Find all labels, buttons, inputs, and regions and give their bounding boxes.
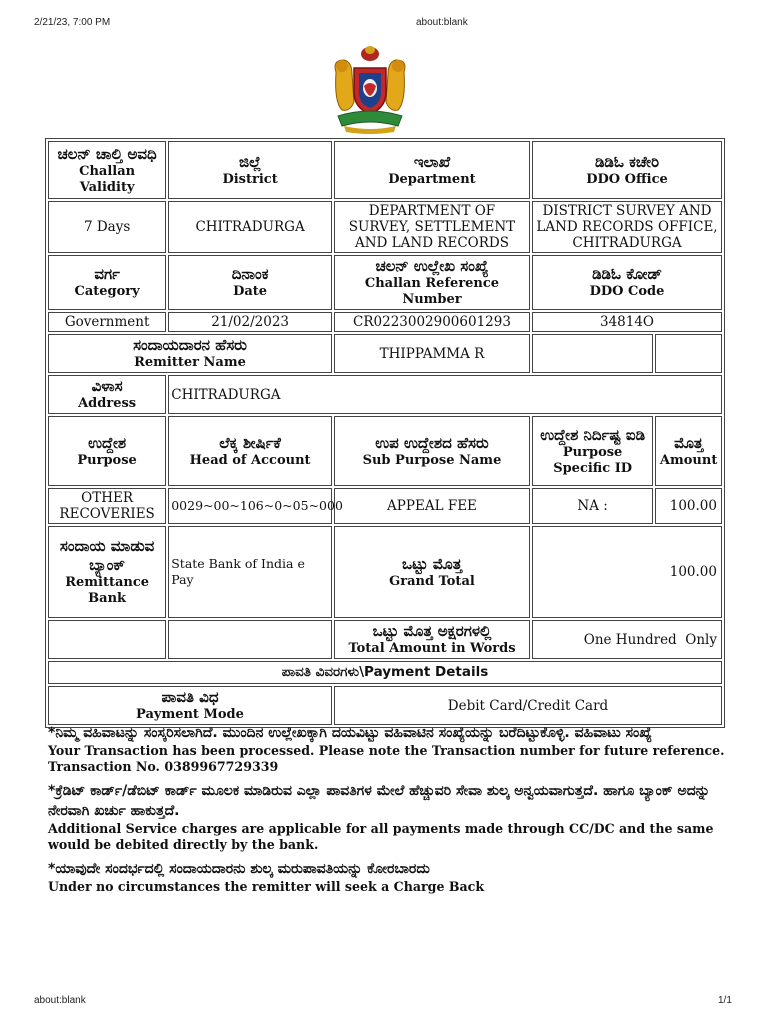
payment-mode-label-en: Payment Mode (136, 707, 244, 722)
ddo-office-header (532, 141, 722, 199)
bank-label-kn: ಸಂದಾಯ ಮಾಡುವ ಬ್ಯಾಂಕ್ (59, 537, 155, 574)
note-2-kn: *ಕ್ರೆಡಿಟ್ ಕಾರ್ಡ್/ಡೆಬಿಟ್ ಕಾರ್ಡ್ ಮೂಲಕ ಮಾಡಿರುವ ಎಲ್ಲಾ ಪಾವತಿಗಳ ಮೇಲೆ ಹೆಚ್ಚುವರಿ ಸೇವಾ ಶುಲ್ಕ ಅನ್ವಯವಾಗುತ್ತದೆ. ಹಾಗೂ ಬ್ಯಾಂಕ್ ಅದನ್ನು ನೇರವಾಗಿ ಖರ್ಚು ಹಾಕುತ್ತದೆ. (48, 783, 710, 819)
challan-form (45, 138, 725, 728)
note-1-en: Your Transaction has been processed. Please note the Transaction number for future reference. (48, 743, 725, 758)
address-header (48, 375, 166, 414)
purpose-header (48, 416, 166, 486)
payment-mode-label-kn: ಪಾವತಿ ವಿಧ (161, 688, 219, 706)
ddo-code-label-en: DDO Code (589, 284, 665, 299)
address-label-en: Address (78, 396, 137, 411)
grand-total-label-en: Grand Total (389, 573, 475, 589)
purpose-label-en: Purpose (77, 452, 137, 468)
grand-total-header (334, 526, 530, 618)
amount-label-en: Amount (659, 452, 718, 468)
district-value: CHITRADURGA (168, 201, 332, 253)
payment-mode-value: Debit Card/Credit Card (334, 686, 722, 725)
date-value: 21/02/2023 (168, 312, 332, 332)
ddo-office-label-kn: ಡಿಡಿಓ ಕಚೇರಿ (594, 152, 660, 171)
head-of-account-header (168, 416, 332, 486)
purpose-value: OTHER RECOVERIES (48, 488, 166, 524)
sub-purpose-header (334, 416, 530, 486)
print-datetime: 2/21/23, 7:00 PM (34, 17, 111, 28)
words-empty-cell-2 (168, 620, 332, 659)
date-label-kn: ದಿನಾಂಕ (231, 265, 269, 283)
department-header (334, 141, 530, 199)
purpose-id-header (532, 416, 653, 486)
print-page-title: about:blank (416, 17, 468, 28)
note-3-kn: *ಯಾವುದೇ ಸಂದರ್ಭದಲ್ಲಿ ಸಂದಾಯದಾರನು ಶುಲ್ಕ ಮರುಪಾವತಿಯನ್ನು ಕೋರಬಾರದು (48, 861, 430, 877)
grand-total-value: 100.00 (532, 526, 722, 618)
validity-label-en: Challan Validity (79, 163, 136, 195)
department-value: DEPARTMENT OF SURVEY, SETTLEMENT AND LAND RECORDS (334, 201, 530, 253)
payment-details-header (48, 661, 722, 684)
remitter-label-kn: ಸಂದಾಯದಾರನ ಹೆಸರು (133, 336, 247, 354)
remittance-bank-value: State Bank of India e Pay (168, 526, 332, 618)
category-label-en: Category (74, 284, 140, 299)
ddo-code-header (532, 255, 722, 310)
amount-value: 100.00 (655, 488, 722, 524)
category-value: Government (48, 312, 166, 332)
ref-header (334, 255, 530, 310)
notes-section (48, 723, 728, 895)
address-value: CHITRADURGA (168, 375, 722, 414)
department-label-kn: ಇಲಾಖೆ (413, 152, 451, 171)
ddo-office-value: DISTRICT SURVEY AND LAND RECORDS OFFICE, CHITRADURGA (532, 201, 722, 253)
ddo-code-value: 34814O (532, 312, 722, 332)
category-label-kn: ವರ್ಗ (94, 265, 120, 283)
district-label-kn: ಜಿಲ್ಲೆ (239, 152, 262, 171)
payment-details-label: ಪಾವತಿ ವಿವರಗಳು\Payment Details (281, 664, 489, 680)
grand-total-label-kn: ಒಟ್ಟು ಮೊತ್ತ (401, 554, 462, 573)
challan-table (46, 139, 724, 727)
purpose-label-kn: ಉದ್ದೇಶ (88, 433, 127, 452)
head-of-account-value: 0029~00~106~0~05~000 (168, 488, 332, 524)
ref-label-kn: ಚಲನ್ ಉಲ್ಲೇಖ ಸಂಖ್ಯೆ (375, 257, 489, 275)
ref-label-en: Challan Reference Number (364, 276, 500, 307)
sub-purpose-label-kn: ಉಪ ಉದ್ದೇಶದ ಹೆಸರು (375, 433, 489, 452)
print-page-count: 1/1 (718, 995, 732, 1006)
date-label-en: Date (233, 284, 268, 299)
payment-mode-header (48, 686, 332, 725)
print-footer-url: about:blank (34, 995, 86, 1006)
amount-in-words-value: One Hundred Only (532, 620, 722, 659)
district-label-en: District (222, 171, 278, 187)
words-header (334, 620, 530, 659)
ddo-code-label-kn: ಡಿಡಿಓ ಕೋಡ್ (592, 265, 662, 283)
note-2-en: Additional Service charges are applicable for all payments made through CC/DC and the same would be debited directly by the bank. (48, 821, 714, 852)
remittance-bank-header (48, 526, 166, 618)
amount-header (655, 416, 722, 486)
validity-value: 7 Days (48, 201, 166, 253)
validity-label-kn: ಚಲನ್ ಚಾಲ್ತಿ ಅವಧಿ (57, 144, 157, 163)
remitter-empty-cell-2 (655, 334, 722, 373)
note-3-en: Under no circumstances the remitter will seek a Charge Back (48, 879, 485, 894)
remitter-label-en: Remitter Name (134, 355, 246, 370)
transaction-number: Transaction No. 0389967729339 (48, 759, 279, 774)
ddo-office-label-en: DDO Office (586, 171, 668, 187)
sub-purpose-label-en: Sub Purpose Name (362, 452, 502, 468)
head-label-en: Head of Account (189, 452, 311, 468)
purpose-id-label-en: Purpose Specific ID (553, 444, 633, 476)
date-header (168, 255, 332, 310)
department-label-en: Department (388, 171, 476, 187)
validity-header (48, 141, 166, 199)
purpose-id-value: NA : (532, 488, 653, 524)
amount-label-kn: ಮೊತ್ತ (674, 433, 704, 452)
category-header (48, 255, 166, 310)
ref-value: CR0223002900601293 (334, 312, 530, 332)
words-label-en: Total Amount in Words (348, 641, 516, 656)
purpose-id-label-kn: ಉದ್ದೇಶ ನಿರ್ದಿಷ್ಟ ಐಡಿ (540, 425, 646, 444)
address-label-kn: ವಿಳಾಸ (91, 377, 123, 395)
karnataka-state-emblem-icon (330, 42, 410, 136)
remitter-empty-cell (532, 334, 653, 373)
district-header (168, 141, 332, 199)
words-empty-cell (48, 620, 166, 659)
sub-purpose-value: APPEAL FEE (334, 488, 530, 524)
note-1-kn: *ನಿಮ್ಮ ವಹಿವಾಟನ್ನು ಸಂಸ್ಕರಿಸಲಾಗಿದೆ. ಮುಂದಿನ ಉಲ್ಲೇಖಕ್ಕಾಗಿ ದಯವಿಟ್ಟು ವಹಿವಾಟಿನ ಸಂಖ್ಯೆಯನ್ನು ಬರೆದಿಟ್ಟುಕೊಳ್ಳಿ. ವಹಿವಾಟು ಸಂಖ್ಯೆ (48, 725, 652, 741)
head-label-kn: ಲೆಕ್ಕ ಶೀರ್ಷಿಕೆ (219, 433, 281, 452)
bank-label-en: Remittance Bank (65, 575, 150, 606)
remitter-value: THIPPAMMA R (334, 334, 530, 373)
words-label-kn: ಒಟ್ಟು ಮೊತ್ತ ಅಕ್ಷರಗಳಲ್ಲಿ (372, 622, 492, 640)
remitter-header (48, 334, 332, 373)
